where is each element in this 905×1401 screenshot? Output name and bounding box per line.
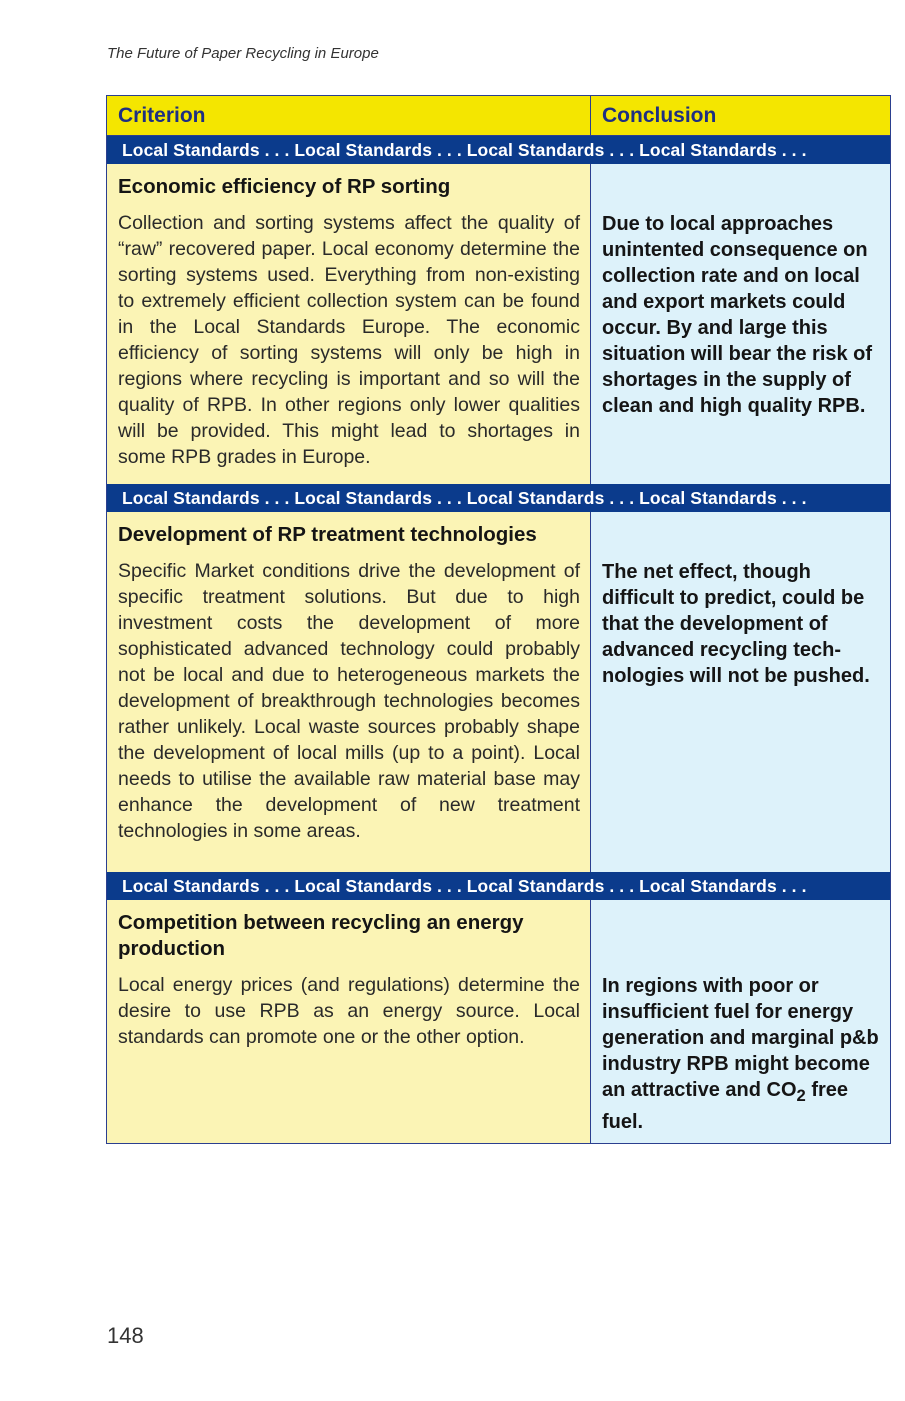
criterion-title: Economic efficiency of RP sorting [118, 175, 451, 198]
table-row [107, 164, 890, 484]
conclusion-column-header: Conclusion [602, 103, 717, 127]
conclusion-cell [591, 164, 890, 484]
criterion-cell [107, 164, 591, 484]
table-header [107, 96, 890, 136]
criterion-cell [107, 900, 591, 1143]
criterion-column-header: Criterion [107, 96, 591, 135]
criterion-title: Competition between recycling an energy production [118, 911, 524, 960]
subscript-2: 2 [796, 1086, 806, 1105]
page-number: 148 [107, 1323, 144, 1348]
table-row [107, 512, 890, 872]
criterion-description: Collection and sorting systems affect the quality of “raw” recovered paper. Local economy determine the sorting systems used. Everything from non-existing to extremely efficient collection system can be found in the Local Standards Europe. The economic efficiency of sorting systems will only be high in regions where recycling is important and so will the quality of RPB. In other regions only lower qualities will be provided. This might lead to shortages in some RPB grades in Europe. [118, 212, 580, 468]
conclusion-text [602, 973, 880, 1135]
criteria-table [106, 95, 891, 1144]
conclusion-text-main: In regions with poor or insufficient fuel for energy generation and marginal p&b industry RPB might become an attractive and CO [602, 975, 879, 1101]
criterion-description: Specific Market conditions drive the development of specific treatment solutions. But due to high investment costs the development of more sophisticated advanced technology could probably not be local and due to heterogeneous markets the development of breakthrough technologies becomes rather unlikely. Local waste sources probably shape the development of local mills (up to a point). Local needs to utilise the available raw material base may enhance the development of new treatment technologies in some areas. [118, 560, 580, 842]
criterion-cell [107, 512, 591, 872]
conclusion-text: Due to local approaches unintented consequence on collection rate and on local and export markets could occur. By and large this situation will bear the risk of shortages in the supply of clean and high quality RPB. [602, 213, 873, 417]
local-standards-band: Local Standards . . . Local Standards . . . Local Standards . . . Local Standards . . . [107, 872, 890, 900]
local-standards-band: Local Standards . . . Local Standards . . . Local Standards . . . Local Standards . . . [107, 136, 890, 164]
conclusion-cell [591, 900, 890, 1143]
conclusion-cell [591, 512, 890, 872]
running-head: The Future of Paper Recycling in Europe [107, 45, 379, 62]
table-row [107, 900, 890, 1143]
conclusion-text: The net effect, though difficult to predict, could be that the development of advanced recycling tech-nologies will not be pushed. [602, 561, 870, 687]
local-standards-band: Local Standards . . . Local Standards . . . Local Standards . . . Local Standards . . . [107, 484, 890, 512]
conclusion-text-end: free fuel. [602, 1079, 849, 1133]
criterion-title: Development of RP treatment technologies [118, 523, 537, 546]
criterion-description: Local energy prices (and regulations) determine the desire to use RPB as an energy source. Local standards can promote one or the other option. [118, 974, 580, 1048]
